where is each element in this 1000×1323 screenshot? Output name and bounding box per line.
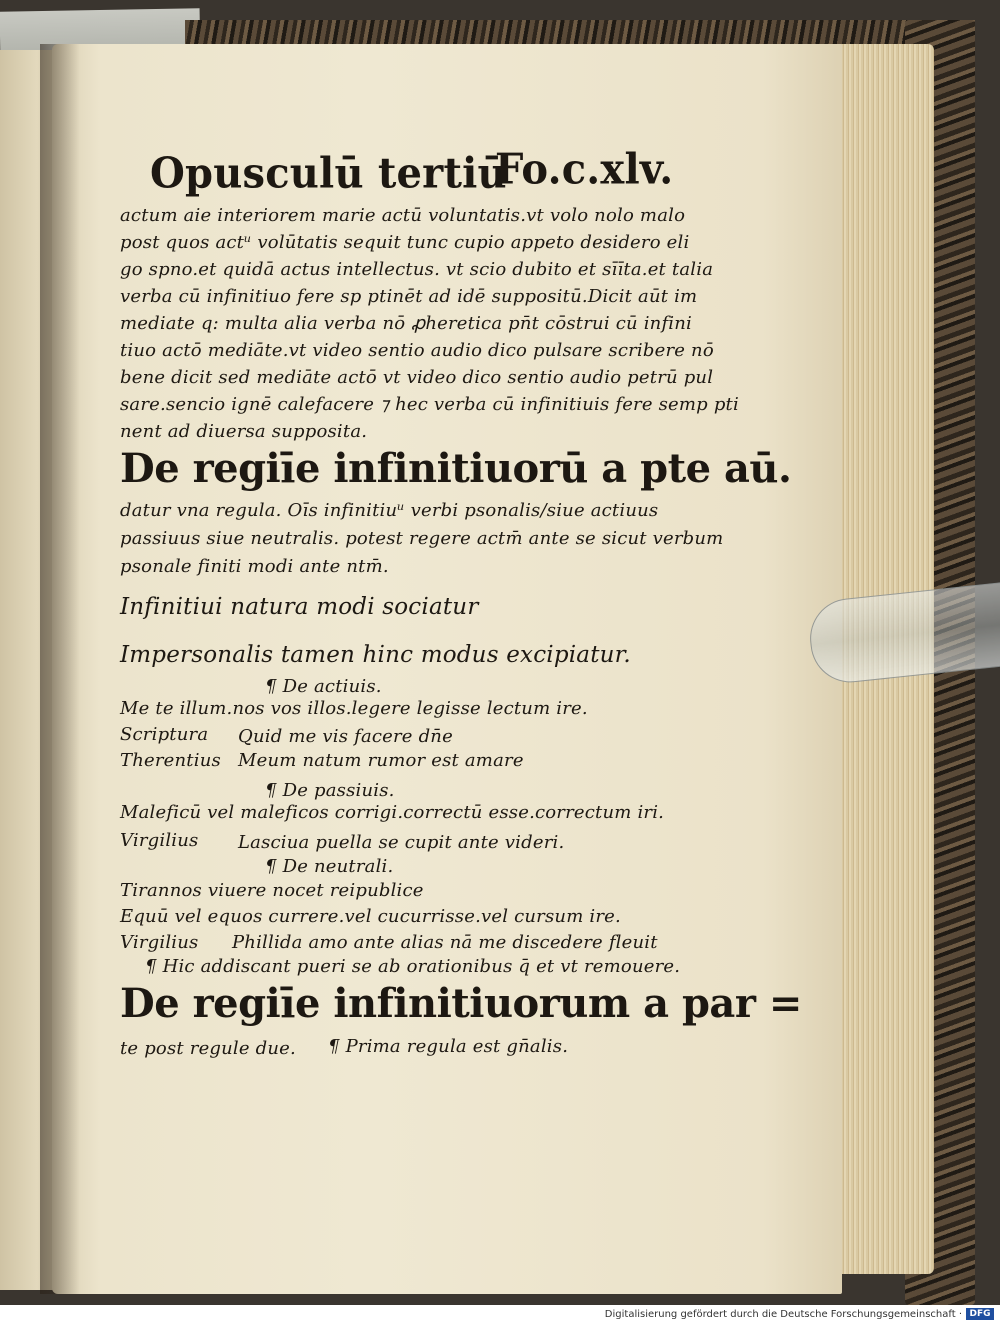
example-text: Lasciua puella se cupit ante videri. bbox=[238, 832, 565, 853]
text-line: actum aie interiorem marie actū voluntatis.vt volo nolo malo bbox=[120, 205, 686, 226]
subheading: ¶ De neutrali. bbox=[265, 856, 394, 877]
example-line: Tirannos viuere nocet reipublice bbox=[120, 880, 424, 901]
example-text: Meum natum rumor est amare bbox=[238, 750, 524, 771]
example-author: Therentius bbox=[120, 750, 221, 771]
text-line: go spno.et quidā actus intellectus. vt scio dubito et sīīta.et talia bbox=[120, 259, 714, 280]
section-heading: De regiīe infinitiuorum a par = bbox=[120, 980, 802, 1027]
section-heading: De regiīe infinitiuorū a pte aū. bbox=[120, 445, 792, 492]
text-line: psonale finiti modi ante ntm̄. bbox=[120, 556, 389, 577]
text-line: datur vna regula. Oīs infinitiuᵘ verbi psonalis/siue actiuus bbox=[120, 500, 659, 521]
text-line: mediate q: multa alia verba nō ꝓheretica pn̄t cōstrui cū infini bbox=[120, 313, 693, 334]
text-line: bene dicit sed mediāte actō vt video dico sentio audio petrū pul bbox=[120, 367, 714, 388]
example-author: Virgilius bbox=[120, 932, 199, 953]
text-line: te post regule due. bbox=[120, 1038, 296, 1059]
verse-line: Impersonalis tamen hinc modus excipiatur. bbox=[120, 642, 631, 668]
folio-number: Fo.c.xlv. bbox=[495, 144, 674, 195]
subheading: ¶ De actiuis. bbox=[265, 676, 382, 697]
example-line: Maleficū vel maleficos corrigi.correctū esse.correctum iri. bbox=[120, 802, 665, 823]
text-line: tiuo actō mediāte.vt video sentio audio dico pulsare scribere nō bbox=[120, 340, 714, 361]
example-author: Virgilius bbox=[120, 830, 199, 851]
example-text: Quid me vis facere dn̄e bbox=[238, 726, 453, 747]
text-line: ¶ Prima regula est gn̄alis. bbox=[328, 1036, 569, 1057]
text-line: nent ad diuersa supposita. bbox=[120, 421, 368, 442]
example-text: Phillida amo ante alias nā me discedere fleuit bbox=[232, 932, 658, 953]
verse-line: Infinitiui natura modi sociatur bbox=[120, 594, 479, 620]
example-author: Scriptura bbox=[120, 724, 209, 745]
example-line: Equū vel equos currere.vel cucurrisse.vel cursum ire. bbox=[120, 906, 621, 927]
dfg-logo: DFG bbox=[966, 1308, 994, 1320]
text-line: passiuus siue neutralis. potest regere actm̄ ante se sicut verbum bbox=[120, 528, 724, 549]
text-line: post quos actᵘ volūtatis sequit tunc cupio appeto desidero eli bbox=[120, 232, 690, 253]
text-line: verba cū infinitiuo fere sp ptinēt ad idē suppositū.Dicit aūt im bbox=[120, 286, 698, 307]
subheading: ¶ De passiuis. bbox=[265, 780, 395, 801]
example-line: Me te illum.nos vos illos.legere legisse lectum ire. bbox=[120, 698, 588, 719]
text-line: sare.sencio ignē calefacere ⁊ hec verba cū infinitiuis fere semp pti bbox=[120, 394, 739, 415]
note-line: ¶ Hic addiscant pueri se ab orationibus q̄ et vt remouere. bbox=[145, 956, 681, 977]
spine-shadow bbox=[40, 44, 80, 1294]
page-header-left: Opusculū tertiū bbox=[150, 148, 507, 199]
footer-credit: Digitalisierung gefördert durch die Deutsche Forschungsgemeinschaft · bbox=[604, 1309, 962, 1320]
